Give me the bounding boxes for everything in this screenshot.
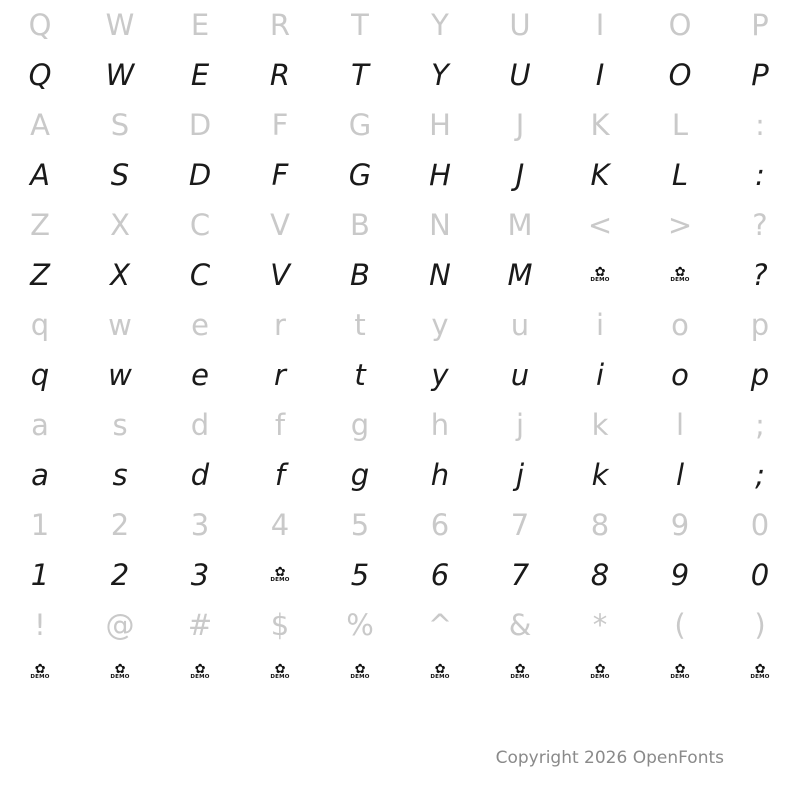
specimen-glyph: q <box>30 307 50 342</box>
specimen-glyph: a <box>31 457 49 492</box>
demo-watermark-icon <box>0 650 80 694</box>
specimen-glyph: O <box>668 7 692 42</box>
specimen-glyph: M <box>507 257 533 292</box>
specimen-glyph: I <box>595 7 605 42</box>
demo-label: DEMO <box>670 276 690 283</box>
specimen-glyph: y <box>431 357 449 392</box>
specimen-glyph: i <box>595 307 605 342</box>
specimen-glyph: W <box>105 7 135 42</box>
specimen-row-sample <box>0 550 800 600</box>
specimen-glyph: e <box>191 307 209 342</box>
demo-watermark-icon <box>400 650 480 694</box>
demo-leaf-glyph: ✿ <box>434 661 446 677</box>
demo-leaf-glyph: ✿ <box>594 661 606 677</box>
specimen-glyph: Q <box>28 7 52 42</box>
specimen-glyph: R <box>269 7 291 42</box>
specimen-glyph: 7 <box>510 507 530 542</box>
specimen-glyph: L <box>671 107 689 142</box>
demo-label: DEMO <box>590 276 610 283</box>
specimen-glyph: D <box>188 157 212 192</box>
specimen-glyph: W <box>105 57 135 92</box>
specimen-row-reference <box>0 600 800 650</box>
demo-watermark-icon <box>240 650 320 694</box>
specimen-glyph: ? <box>752 207 768 242</box>
specimen-glyph: 2 <box>110 557 130 592</box>
specimen-glyph: ( <box>674 607 686 642</box>
specimen-glyph: G <box>348 157 372 192</box>
specimen-glyph: j <box>515 457 525 492</box>
specimen-glyph: B <box>350 207 370 242</box>
specimen-glyph: % <box>346 607 374 642</box>
specimen-glyph: a <box>31 407 49 442</box>
specimen-glyph: @ <box>105 607 135 642</box>
specimen-glyph: I <box>595 57 605 92</box>
specimen-glyph: N <box>429 207 451 242</box>
demo-watermark-icon <box>80 650 160 694</box>
specimen-glyph: h <box>430 457 450 492</box>
specimen-glyph: 8 <box>590 557 610 592</box>
specimen-glyph: X <box>110 257 130 292</box>
specimen-glyph: K <box>590 107 610 142</box>
demo-watermark-icon <box>720 650 800 694</box>
specimen-glyph: V <box>270 257 290 292</box>
specimen-glyph: > <box>667 207 693 242</box>
demo-watermark-icon <box>240 550 320 600</box>
specimen-glyph: J <box>515 107 525 142</box>
specimen-glyph: t <box>354 307 366 342</box>
demo-watermark-icon <box>320 650 400 694</box>
demo-label: DEMO <box>190 673 210 680</box>
demo-watermark-icon <box>560 250 640 300</box>
specimen-glyph: 1 <box>30 557 50 592</box>
demo-watermark-icon <box>560 650 640 694</box>
copyright-notice: Copyright 2026 OpenFonts <box>495 748 724 768</box>
specimen-glyph: U <box>509 57 531 92</box>
specimen-glyph: q <box>30 357 50 392</box>
specimen-glyph: s <box>112 457 128 492</box>
specimen-glyph: p <box>750 357 770 392</box>
specimen-glyph: H <box>429 107 451 142</box>
specimen-glyph: 2 <box>110 507 130 542</box>
specimen-glyph: 9 <box>670 557 690 592</box>
specimen-glyph: G <box>348 107 372 142</box>
specimen-row-sample <box>0 650 800 694</box>
specimen-glyph: 5 <box>350 507 370 542</box>
demo-label: DEMO <box>270 673 290 680</box>
specimen-row-sample <box>0 250 800 300</box>
demo-watermark-icon <box>480 650 560 694</box>
specimen-glyph: D <box>188 107 212 142</box>
specimen-glyph: y <box>431 307 449 342</box>
specimen-glyph: T <box>351 57 369 92</box>
specimen-glyph: g <box>350 407 370 442</box>
specimen-glyph: M <box>507 207 533 242</box>
specimen-row-reference <box>0 0 800 50</box>
demo-label: DEMO <box>430 673 450 680</box>
specimen-row-reference <box>0 100 800 150</box>
demo-leaf-glyph: ✿ <box>354 661 366 677</box>
specimen-glyph: K <box>590 157 610 192</box>
specimen-glyph: Z <box>30 207 50 242</box>
demo-leaf-glyph: ✿ <box>34 661 46 677</box>
specimen-glyph: u <box>510 357 530 392</box>
specimen-glyph: e <box>191 357 209 392</box>
specimen-glyph: A <box>30 107 50 142</box>
specimen-glyph: i <box>595 357 605 392</box>
specimen-row-reference <box>0 200 800 250</box>
specimen-glyph: f <box>274 457 286 492</box>
specimen-glyph: A <box>30 157 50 192</box>
specimen-glyph: 6 <box>430 557 450 592</box>
specimen-glyph: O <box>668 57 692 92</box>
specimen-glyph: ! <box>34 607 46 642</box>
specimen-glyph: k <box>591 407 609 442</box>
specimen-glyph: S <box>110 157 130 192</box>
specimen-glyph: P <box>751 7 769 42</box>
specimen-glyph: V <box>270 207 290 242</box>
specimen-glyph: X <box>110 207 130 242</box>
specimen-glyph: 0 <box>750 557 770 592</box>
specimen-glyph: P <box>751 57 769 92</box>
specimen-glyph: # <box>187 607 213 642</box>
specimen-glyph: C <box>189 207 211 242</box>
specimen-glyph: 6 <box>430 507 450 542</box>
specimen-glyph: g <box>350 457 370 492</box>
demo-leaf-glyph: ✿ <box>594 264 606 280</box>
demo-watermark-icon <box>640 250 720 300</box>
specimen-glyph: N <box>429 257 451 292</box>
specimen-glyph: h <box>430 407 450 442</box>
demo-watermark-icon <box>160 650 240 694</box>
specimen-glyph: & <box>508 607 532 642</box>
specimen-glyph: U <box>509 7 531 42</box>
specimen-glyph: J <box>515 157 525 192</box>
demo-leaf-glyph: ✿ <box>754 661 766 677</box>
specimen-glyph: Z <box>30 257 50 292</box>
specimen-row-reference <box>0 300 800 350</box>
specimen-glyph: f <box>274 407 286 442</box>
demo-label: DEMO <box>510 673 530 680</box>
specimen-glyph: : <box>755 157 765 192</box>
specimen-glyph: 9 <box>670 507 690 542</box>
demo-label: DEMO <box>110 673 130 680</box>
specimen-glyph: H <box>429 157 451 192</box>
specimen-glyph: w <box>108 357 132 392</box>
specimen-glyph: 3 <box>190 507 210 542</box>
specimen-glyph: Y <box>431 57 449 92</box>
specimen-glyph: C <box>189 257 211 292</box>
specimen-glyph: S <box>110 107 130 142</box>
specimen-glyph: 0 <box>750 507 770 542</box>
demo-label: DEMO <box>750 673 770 680</box>
specimen-glyph: : <box>755 107 765 142</box>
demo-leaf-glyph: ✿ <box>674 661 686 677</box>
demo-leaf-glyph: ✿ <box>514 661 526 677</box>
specimen-glyph: o <box>671 307 689 342</box>
specimen-glyph: ? <box>752 257 768 292</box>
demo-label: DEMO <box>30 673 50 680</box>
specimen-glyph: B <box>350 257 370 292</box>
specimen-glyph: o <box>671 357 689 392</box>
specimen-glyph: ; <box>755 407 765 442</box>
specimen-glyph: Y <box>431 7 449 42</box>
demo-leaf-glyph: ✿ <box>114 661 126 677</box>
specimen-glyph: 8 <box>590 507 610 542</box>
specimen-glyph: F <box>271 107 289 142</box>
specimen-glyph: $ <box>270 607 290 642</box>
specimen-row-sample <box>0 150 800 200</box>
demo-leaf-glyph: ✿ <box>274 661 286 677</box>
specimen-glyph: d <box>190 457 210 492</box>
specimen-glyph: Q <box>28 57 52 92</box>
specimen-glyph: w <box>108 307 132 342</box>
demo-leaf-glyph: ✿ <box>194 661 206 677</box>
specimen-glyph: < <box>587 207 613 242</box>
specimen-glyph: 4 <box>270 507 290 542</box>
demo-leaf-glyph: ✿ <box>274 564 286 580</box>
specimen-glyph: u <box>510 307 530 342</box>
demo-watermark-icon <box>640 650 720 694</box>
specimen-glyph: 3 <box>190 557 210 592</box>
demo-label: DEMO <box>270 576 290 583</box>
specimen-glyph: ^ <box>427 607 453 642</box>
specimen-glyph: T <box>351 7 369 42</box>
specimen-glyph: l <box>675 457 685 492</box>
specimen-glyph: ; <box>755 457 765 492</box>
specimen-glyph: * <box>592 607 608 642</box>
specimen-glyph: r <box>274 307 286 342</box>
specimen-glyph: F <box>271 157 289 192</box>
specimen-row-reference <box>0 500 800 550</box>
specimen-glyph: k <box>591 457 609 492</box>
specimen-glyph: L <box>671 157 689 192</box>
specimen-glyph: p <box>750 307 770 342</box>
specimen-row-sample <box>0 450 800 500</box>
specimen-glyph: l <box>675 407 685 442</box>
specimen-glyph: 5 <box>350 557 370 592</box>
specimen-row-sample <box>0 350 800 400</box>
specimen-glyph: 1 <box>30 507 50 542</box>
specimen-glyph: ) <box>754 607 766 642</box>
specimen-glyph: r <box>274 357 286 392</box>
specimen-glyph: t <box>354 357 366 392</box>
demo-leaf-glyph: ✿ <box>674 264 686 280</box>
specimen-glyph: j <box>515 407 525 442</box>
specimen-glyph: s <box>112 407 128 442</box>
specimen-glyph: d <box>190 407 210 442</box>
specimen-glyph: 7 <box>510 557 530 592</box>
demo-label: DEMO <box>350 673 370 680</box>
specimen-glyph: E <box>190 7 210 42</box>
demo-label: DEMO <box>590 673 610 680</box>
specimen-glyph: E <box>190 57 210 92</box>
specimen-glyph: R <box>269 57 291 92</box>
specimen-row-reference <box>0 400 800 450</box>
specimen-row-sample <box>0 50 800 100</box>
demo-label: DEMO <box>670 673 690 680</box>
